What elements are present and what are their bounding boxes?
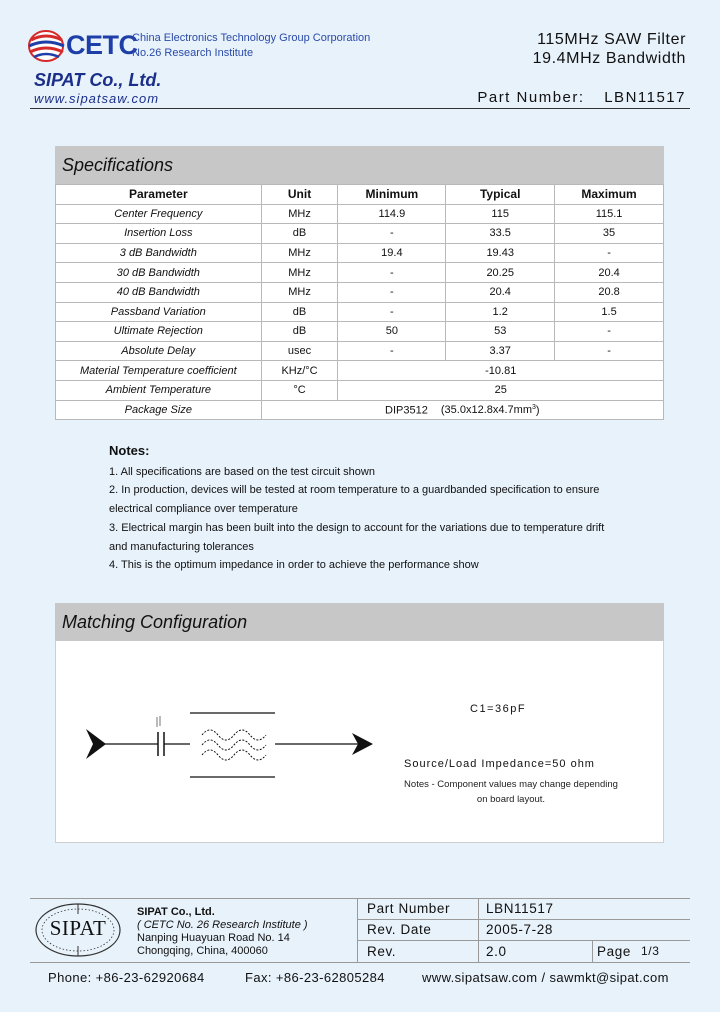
part-number-value: LBN11517 xyxy=(604,89,686,106)
column-header: Typical xyxy=(446,185,555,205)
footer-divider xyxy=(30,898,690,963)
package-dims: (35.0x12.8x4.7mm xyxy=(440,404,532,417)
merged-value-cell: -10.81 xyxy=(338,361,664,381)
typical-cell: 115 xyxy=(446,204,555,224)
column-header: Unit xyxy=(261,185,338,205)
footer-page-label: Page xyxy=(597,944,631,959)
footer-address-1: Nanping Huayuan Road No. 14 xyxy=(137,932,290,944)
param-cell: Material Temperature coefficient xyxy=(56,361,262,381)
table-row xyxy=(56,322,664,342)
package-size-cell xyxy=(261,400,663,420)
table-row xyxy=(56,341,664,361)
param-cell: Package Size xyxy=(56,400,262,420)
minimum-cell: - xyxy=(338,302,446,322)
minimum-cell: - xyxy=(338,341,446,361)
unit-cell: MHz xyxy=(261,263,338,283)
spec-table-body xyxy=(56,204,664,420)
unit-cell: usec xyxy=(261,341,338,361)
table-row xyxy=(56,263,664,283)
matching-circuit-diagram xyxy=(80,705,380,790)
footer-company: SIPAT Co., Ltd. xyxy=(137,906,215,918)
param-cell: 40 dB Bandwidth xyxy=(56,282,262,302)
note-line: electrical compliance over temperature xyxy=(109,503,298,516)
footer-web-mail[interactable]: www.sipatsaw.com / sawmkt@sipat.com xyxy=(422,970,669,985)
website-link[interactable]: www.sipatsaw.com xyxy=(34,91,160,106)
unit-cell: MHz xyxy=(261,243,338,263)
typical-cell: 19.43 xyxy=(446,243,555,263)
footer-address-2: Chongqing, China, 400060 xyxy=(137,945,268,957)
note-line: 4. This is the optimum impedance in order to achieve the performance show xyxy=(109,559,479,572)
product-subtitle: 19.4MHz Bandwidth xyxy=(532,50,686,67)
table-row xyxy=(56,380,664,400)
header-part-number xyxy=(477,89,686,106)
table-row xyxy=(56,243,664,263)
specifications-heading: Specifications xyxy=(55,146,664,184)
param-cell: Passband Variation xyxy=(56,302,262,322)
package-dims-close: ) xyxy=(535,404,540,417)
footer-grid-line xyxy=(357,898,358,962)
maximum-cell: 20.8 xyxy=(555,282,664,302)
unit-cell: MHz xyxy=(261,204,338,224)
note-line: 2. In production, devices will be tested at room temperature to a guardbanded specification to ensure xyxy=(109,484,600,497)
footer-grid-line xyxy=(357,919,690,920)
seal-text: SIPAT xyxy=(49,916,107,940)
typical-cell: 33.5 xyxy=(446,224,555,244)
table-row xyxy=(56,282,664,302)
maximum-cell: 1.5 xyxy=(555,302,664,322)
footer-phone: Phone: +86-23-62920684 xyxy=(48,970,205,985)
unit-cell: dB xyxy=(261,302,338,322)
product-title: 115MHz SAW Filter xyxy=(537,31,686,48)
typical-cell: 20.4 xyxy=(446,282,555,302)
company-name: SIPAT Co., Ltd. xyxy=(34,70,162,90)
part-number-label: Part Number: xyxy=(477,89,585,106)
column-header: Parameter xyxy=(56,185,262,205)
footer-rev-value: 2.0 xyxy=(486,944,507,959)
merged-value-cell: 25 xyxy=(338,380,664,400)
capacitor-value: C1=36pF xyxy=(470,703,527,715)
maximum-cell: 35 xyxy=(555,224,664,244)
footer-part-number-label: Part Number xyxy=(367,901,451,916)
matching-heading: Matching Configuration xyxy=(55,603,664,641)
notes-block xyxy=(109,442,629,575)
param-cell: Insertion Loss xyxy=(56,224,262,244)
footer-part-number-value: LBN11517 xyxy=(486,901,554,916)
note-line: 3. Electrical margin has been built into the design to account for the variations due to temperature drift xyxy=(109,521,605,534)
table-row xyxy=(56,204,664,224)
typical-cell: 53 xyxy=(446,322,555,342)
notes-heading: Notes: xyxy=(109,443,150,458)
param-cell: 3 dB Bandwidth xyxy=(56,243,262,263)
param-cell: 30 dB Bandwidth xyxy=(56,263,262,283)
footer-fax: Fax: +86-23-62805284 xyxy=(245,970,385,985)
param-cell: Ultimate Rejection xyxy=(56,322,262,342)
typical-cell: 3.37 xyxy=(446,341,555,361)
specifications-table xyxy=(55,184,664,420)
minimum-cell: 50 xyxy=(338,322,446,342)
minimum-cell: - xyxy=(338,282,446,302)
footer-page-value: 1/3 xyxy=(641,944,660,958)
maximum-cell: - xyxy=(555,341,664,361)
minimum-cell: 19.4 xyxy=(338,243,446,263)
maximum-cell: 20.4 xyxy=(555,263,664,283)
maximum-cell: - xyxy=(555,322,664,342)
logo-text: CETC xyxy=(66,30,138,60)
org-line-2: No.26 Research Institute xyxy=(132,47,254,59)
note-line: and manufacturing tolerances xyxy=(109,540,254,553)
unit-cell: °C xyxy=(261,380,338,400)
package-dims-superscript: 3 xyxy=(532,403,536,411)
typical-cell: 1.2 xyxy=(446,302,555,322)
header-divider xyxy=(30,108,690,109)
unit-cell: MHz xyxy=(261,282,338,302)
minimum-cell: 114.9 xyxy=(338,204,446,224)
footer-grid-line xyxy=(592,940,593,962)
footer-rev-label: Rev. xyxy=(367,944,397,959)
minimum-cell: - xyxy=(338,224,446,244)
note-line: 1. All specifications are based on the test circuit shown xyxy=(109,465,375,478)
footer-grid-line xyxy=(30,962,690,963)
footer-grid-line xyxy=(357,940,690,941)
param-cell: Ambient Temperature xyxy=(56,380,262,400)
column-header: Minimum xyxy=(338,185,446,205)
unit-cell: dB xyxy=(261,322,338,342)
param-cell: Absolute Delay xyxy=(56,341,262,361)
maximum-cell: 115.1 xyxy=(555,204,664,224)
table-row xyxy=(56,302,664,322)
table-row xyxy=(56,400,664,420)
matching-note: Notes - Component values may change depending on board layout. xyxy=(404,779,618,805)
table-row xyxy=(56,224,664,244)
footer-grid-line xyxy=(478,898,479,962)
typical-cell: 20.25 xyxy=(446,263,555,283)
param-cell: Center Frequency xyxy=(56,204,262,224)
table-header-row xyxy=(56,185,664,205)
cetc-globe-icon xyxy=(26,28,66,64)
unit-cell: dB xyxy=(261,224,338,244)
footer-rev-date-value: 2005-7-28 xyxy=(486,922,553,937)
org-line-1: China Electronics Technology Group Corporation xyxy=(132,32,371,44)
maximum-cell: - xyxy=(555,243,664,263)
table-row xyxy=(56,361,664,381)
footer-rev-date-label: Rev. Date xyxy=(367,922,432,937)
footer-institute: ( CETC No. 26 Research Institute ) xyxy=(137,919,308,931)
impedance-label: Source/Load Impedance=50 ohm xyxy=(404,758,595,770)
saw-filter-symbol xyxy=(190,713,275,777)
minimum-cell: - xyxy=(338,263,446,283)
capacitor-symbol xyxy=(157,716,164,756)
unit-cell: KHz/°C xyxy=(261,361,338,381)
column-header: Maximum xyxy=(555,185,664,205)
package-name: DIP3512 xyxy=(385,404,428,417)
